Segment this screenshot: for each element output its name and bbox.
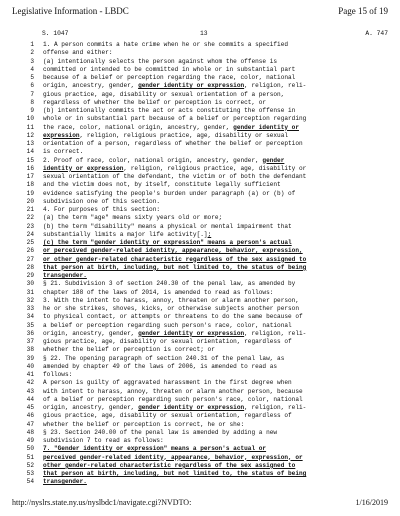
line-text <box>43 132 392 140</box>
line-number: 36 <box>26 329 34 337</box>
line-number: 20 <box>26 197 34 205</box>
line-number: 7 <box>30 90 34 98</box>
line-text <box>43 247 392 255</box>
bill-page-number: 13 <box>200 30 208 37</box>
added-text: gender identity or expression <box>138 404 245 411</box>
line-number: 35 <box>26 321 34 329</box>
bill-line <box>20 355 392 363</box>
text-segment: substantially limits a major life activity[.] <box>43 230 208 238</box>
line-number: 27 <box>26 255 34 263</box>
line-number: 45 <box>26 404 34 411</box>
bill-line <box>20 132 392 140</box>
text-segment: gious practice, age, disability or sexual orientation of a person, <box>43 90 285 98</box>
line-text <box>43 206 392 214</box>
line-text <box>43 239 392 247</box>
line-text <box>43 429 392 437</box>
bill-line <box>20 322 392 330</box>
line-number: 50 <box>26 445 34 453</box>
line-text <box>43 388 392 396</box>
page-header-pagination: Page 15 of 19 <box>338 6 388 16</box>
added-text: or other gender-related characteristic regardless of the sex assigned to <box>43 255 307 263</box>
line-number: 6 <box>30 82 34 90</box>
bill-line <box>20 313 392 321</box>
text-segment: chapter 188 of the laws of 2014, is amended to read as follows: <box>43 288 274 296</box>
line-number: 18 <box>26 181 34 189</box>
line-text <box>43 363 392 371</box>
line-text <box>43 371 392 379</box>
bill-line <box>20 247 392 255</box>
line-text <box>43 66 392 74</box>
bill-line <box>20 264 392 272</box>
line-text <box>43 91 392 99</box>
text-segment: (a) the term "age" means sixty years old or more; <box>43 214 223 222</box>
bill-line <box>20 330 392 338</box>
line-text <box>43 231 392 239</box>
text-segment: amended by chapter 49 of the laws of 2006, is amended to read as <box>43 362 278 370</box>
line-number: 46 <box>26 412 34 420</box>
line-number: 32 <box>26 296 34 304</box>
bill-line <box>20 66 392 74</box>
added-text: transgender. <box>43 478 87 486</box>
text-segment: offense and either: <box>43 49 113 57</box>
line-number: 30 <box>26 280 34 288</box>
added-text: or perceived gender-related identity, appearance, behavior, expression, <box>43 247 303 255</box>
added-text: gender identity or <box>233 123 299 131</box>
bill-line <box>20 124 392 132</box>
text-segment: regardless of whether the belief or perception is correct, or <box>43 98 267 106</box>
line-number: 24 <box>26 230 34 238</box>
line-number: 53 <box>26 470 34 477</box>
line-text <box>43 379 392 387</box>
text-segment: , religion, reli- <box>244 329 307 337</box>
line-text <box>43 454 392 462</box>
line-number: 13 <box>26 140 34 147</box>
page-footer-url: http://nyslrs.state.ny.us/nyslbdc1/navigate.cgi?NVDTO: <box>12 498 192 507</box>
bill-text <box>20 41 392 487</box>
text-segment: 3. With the intent to harass, annoy, threaten or alarm another person, <box>43 296 299 304</box>
bill-line <box>20 198 392 206</box>
bill-line <box>20 41 392 49</box>
line-number: 48 <box>26 428 34 436</box>
line-text <box>43 462 392 470</box>
text-segment: whole or in substantial part because of a belief or perception regarding <box>43 115 307 123</box>
text-segment: , religion, religious practice, age, disability or sexual <box>79 131 289 139</box>
line-text <box>43 157 392 165</box>
line-number: 22 <box>26 214 34 222</box>
line-text <box>43 82 392 90</box>
line-number: 33 <box>26 305 34 312</box>
line-number: 14 <box>26 148 34 156</box>
line-number: 42 <box>26 379 34 387</box>
bill-line <box>20 454 392 462</box>
line-number: 49 <box>26 437 34 444</box>
line-number: 43 <box>26 387 34 395</box>
text-segment: follows: <box>43 371 73 378</box>
bill-line <box>20 289 392 297</box>
bill-line <box>20 58 392 66</box>
line-number: 5 <box>30 74 34 81</box>
text-segment: A person is guilty of aggravated harassment in the first degree when <box>43 379 292 387</box>
text-segment: subdivision one of this section. <box>43 197 161 205</box>
line-text <box>43 214 392 222</box>
bill-line <box>20 74 392 82</box>
line-text <box>43 223 392 231</box>
text-segment: he or she strikes, shoves, kicks, or otherwise subjects another person <box>43 305 299 312</box>
bill-line <box>20 91 392 99</box>
bill-line <box>20 388 392 396</box>
page-header-source: Legislative Information - LBDC <box>12 6 129 16</box>
bill-line <box>20 470 392 478</box>
added-text: perceived gender-related identity, appearance, behavior, expression, or <box>43 453 303 461</box>
line-text <box>43 264 392 272</box>
line-text <box>43 412 392 420</box>
line-text <box>43 289 392 297</box>
text-segment: is correct. <box>43 148 84 156</box>
bill-line <box>20 140 392 148</box>
line-number: 28 <box>26 263 34 271</box>
added-text: other gender-related characteristic regardless of the sex assigned to <box>43 461 296 469</box>
line-text <box>43 173 392 181</box>
assembly-bill-number: A. 747 <box>365 30 388 37</box>
line-text <box>43 297 392 305</box>
line-number: 29 <box>26 272 34 279</box>
bill-line <box>20 478 392 486</box>
text-segment: with intent to harass, annoy, threaten or alarm another person, because <box>43 387 303 395</box>
line-number: 8 <box>30 98 34 106</box>
bill-line <box>20 371 392 379</box>
bill-line <box>20 99 392 107</box>
bill-line <box>20 404 392 412</box>
text-segment: a belief or perception regarding such person's race, color, national <box>43 321 292 329</box>
bill-line <box>20 297 392 305</box>
bill-line <box>20 223 392 231</box>
line-number: 1 <box>30 41 34 48</box>
bill-line <box>20 157 392 165</box>
line-number: 38 <box>26 346 34 354</box>
text-segment: whether the belief or perception is correct; or <box>43 346 215 354</box>
line-text <box>43 346 392 354</box>
text-segment: gious practice, age, disability or sexual orientation, regardless of <box>43 412 292 420</box>
text-segment: committed or intended to be committed in whole or in substantial part <box>43 65 296 73</box>
bill-line <box>20 346 392 354</box>
line-text <box>43 148 392 156</box>
line-number: 47 <box>26 420 34 428</box>
bill-line <box>20 280 392 288</box>
line-text <box>43 115 392 123</box>
line-number: 52 <box>26 461 34 469</box>
bill-line <box>20 256 392 264</box>
line-number: 51 <box>26 453 34 461</box>
text-segment: § 21. Subdivision 3 of section 240.30 of the penal law, as amended by <box>43 280 296 288</box>
bill-line <box>20 396 392 404</box>
line-number: 12 <box>26 131 34 139</box>
line-number: 40 <box>26 362 34 370</box>
bill-line <box>20 173 392 181</box>
bill-line <box>20 338 392 346</box>
line-text <box>43 49 392 57</box>
line-number: 15 <box>26 156 34 164</box>
line-text <box>43 305 392 313</box>
text-segment: gious practice, age, disability or sexual orientation, regardless of <box>43 338 292 345</box>
text-segment: because of a belief or perception regarding the race, color, national <box>43 74 296 81</box>
bill-line <box>20 437 392 445</box>
line-number: 23 <box>26 222 34 230</box>
bill-line <box>20 379 392 387</box>
line-number: 4 <box>30 65 34 73</box>
line-number: 3 <box>30 57 34 65</box>
line-text <box>43 107 392 115</box>
bill-line <box>20 107 392 115</box>
added-text: (c) the term "gender identity or expression" means a person's actual <box>43 239 292 246</box>
bill-line <box>20 421 392 429</box>
line-number: 44 <box>26 395 34 403</box>
line-number: 41 <box>26 371 34 378</box>
text-segment: subdivision 7 to read as follows: <box>43 437 164 444</box>
line-number: 17 <box>26 173 34 180</box>
line-text <box>43 124 392 132</box>
line-text <box>43 437 392 445</box>
line-number: 34 <box>26 313 34 321</box>
line-text <box>43 313 392 321</box>
line-text <box>43 140 392 148</box>
line-number: 26 <box>26 247 34 255</box>
line-text <box>43 256 392 264</box>
line-number: 25 <box>26 239 34 246</box>
page-footer-date: 1/16/2019 <box>355 498 388 507</box>
bill-line <box>20 429 392 437</box>
line-text <box>43 330 392 338</box>
line-text <box>43 445 392 453</box>
line-number: 39 <box>26 354 34 362</box>
text-segment: origin, ancestry, gender, <box>43 329 139 337</box>
line-number: 10 <box>26 115 34 123</box>
line-number: 19 <box>26 189 34 197</box>
line-text <box>43 338 392 346</box>
bill-line <box>20 115 392 123</box>
line-number: 37 <box>26 338 34 345</box>
added-text: transgender. <box>43 272 87 279</box>
text-segment: evidence satisfying the people's burden under paragraph (a) or (b) of <box>43 189 296 197</box>
text-segment: of a belief or perception regarding such person's race, color, national <box>43 395 303 403</box>
text-segment: 4. For purposes of this section: <box>43 206 161 213</box>
line-text <box>43 190 392 198</box>
bill-line <box>20 190 392 198</box>
line-text <box>43 272 392 280</box>
added-text: ; <box>207 230 212 238</box>
text-segment: , religion, reli- <box>244 404 307 411</box>
line-text <box>43 181 392 189</box>
line-text <box>43 58 392 66</box>
text-segment: (a) intentionally selects the person against whom the offense is <box>43 57 278 65</box>
text-segment: (b) intentionally commits the act or acts constituting the offense in <box>43 107 296 114</box>
added-text: gender <box>262 156 285 164</box>
line-number: 21 <box>26 206 34 213</box>
line-text <box>43 478 392 486</box>
bill-line <box>20 214 392 222</box>
line-text <box>43 99 392 107</box>
line-number: 16 <box>26 164 34 172</box>
bill-line <box>20 445 392 453</box>
text-segment: , religion, religious practice, age, disability or <box>123 164 307 172</box>
bill-line <box>20 82 392 90</box>
line-text <box>43 280 392 288</box>
text-segment: § 23. Section 240.00 of the penal law is amended by adding a new <box>43 428 278 436</box>
text-segment: sexual orientation of the defendant, the victim or of both the defendant <box>43 173 307 180</box>
text-segment: (b) the term "disability" means a physical or mental impairment that <box>43 222 292 230</box>
bill-line <box>20 49 392 57</box>
line-text <box>43 470 392 478</box>
text-segment: 1. A person commits a hate crime when he or she commits a specified <box>43 41 289 48</box>
text-segment: , religion, reli- <box>244 82 307 90</box>
bill-line <box>20 181 392 189</box>
text-segment: and the victim does not, by itself, constitute legally sufficient <box>43 181 281 189</box>
bill-line <box>20 206 392 214</box>
line-text <box>43 198 392 206</box>
line-text <box>43 396 392 404</box>
added-text: identity or expression <box>43 164 124 172</box>
bill-line <box>20 231 392 239</box>
line-number: 2 <box>30 49 34 57</box>
bill-line <box>20 363 392 371</box>
line-text <box>43 421 392 429</box>
text-segment: the race, color, national origin, ancestry, gender, <box>43 123 234 131</box>
bill-line <box>20 272 392 280</box>
text-segment: origin, ancestry, gender, <box>43 404 139 411</box>
text-segment: to physical contact, or attempts or threatens to do the same because of <box>43 313 303 321</box>
bill-line <box>20 305 392 313</box>
added-text: that person at birth, including, but not limited to, the status of being <box>43 263 307 271</box>
line-number: 54 <box>26 478 34 486</box>
bill-line <box>20 462 392 470</box>
line-text <box>43 41 392 49</box>
added-text: expression <box>43 131 80 139</box>
added-text: 7. "Gender identity or expression" means a person's actual or <box>43 445 267 453</box>
line-text <box>43 355 392 363</box>
line-text <box>43 404 392 412</box>
bill-line <box>20 239 392 247</box>
senate-bill-number: S. 1047 <box>42 30 69 37</box>
bill-line <box>20 165 392 173</box>
line-text <box>43 165 392 173</box>
text-segment: origin, ancestry, gender, <box>43 82 139 90</box>
text-segment: orientation of a person, regardless of whether the belief or perception <box>43 140 303 147</box>
text-segment: whether the belief or perception is correct, he or she: <box>43 420 245 428</box>
bill-line <box>20 412 392 420</box>
line-number: 31 <box>26 288 34 296</box>
added-text: gender identity or expression <box>138 329 245 337</box>
line-text <box>43 322 392 330</box>
line-number: 11 <box>26 123 34 131</box>
line-number: 9 <box>30 107 34 114</box>
line-text <box>43 74 392 82</box>
bill-line <box>20 148 392 156</box>
added-text: that person at birth, including, but not limited to, the status of being <box>43 470 307 477</box>
text-segment: 2. Proof of race, color, national origin, ancestry, gender, <box>43 156 263 164</box>
added-text: gender identity or expression <box>138 82 245 90</box>
text-segment: § 22. The opening paragraph of section 240.31 of the penal law, as <box>43 354 285 362</box>
